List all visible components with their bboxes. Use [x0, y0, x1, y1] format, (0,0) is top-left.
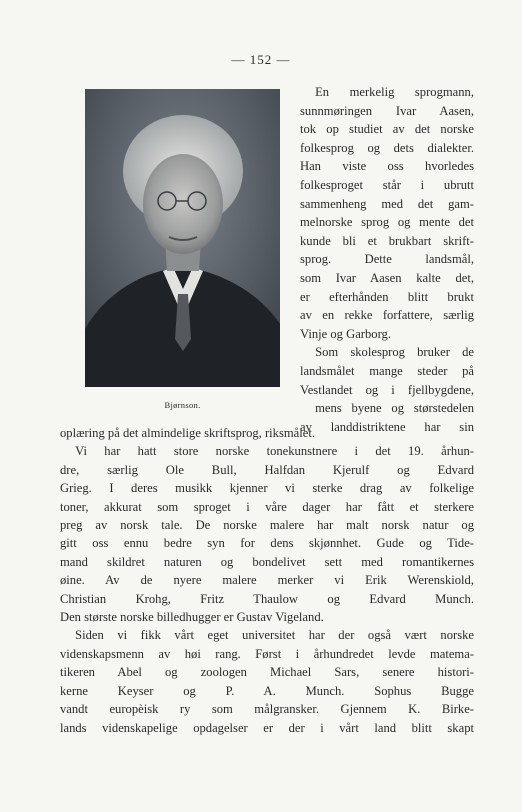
text-line: folkesproget står i ubrutt	[300, 177, 474, 192]
text-line: kunde bli et brukbart skrift-	[300, 233, 474, 248]
text-line: Christian Krohg, Fritz Thaulow og Edvard Munch.	[60, 591, 474, 606]
text-line: av landdistriktene har sin	[300, 419, 474, 434]
text-line: sprog. Dette landsmål,	[300, 252, 474, 267]
text-line: vandt europèisk ry som målgransker. Gjennem K. Birke-	[60, 702, 474, 717]
body-text	[60, 424, 474, 737]
text-line: Han viste oss hvorledes	[300, 159, 474, 174]
text-line: som Ivar Aasen kalte det,	[300, 270, 474, 285]
text-line: folkesprog og dets dialekter.	[300, 140, 474, 155]
page-number: — 152 —	[231, 52, 291, 67]
text-line: videnskapsmenn av høi rang. Først i århundredet levde matema-	[60, 646, 474, 661]
text-line: mand skildret naturen og bondelivet sett med romantikernes	[60, 554, 474, 569]
text-line: tikeren Abel og zoologen Michael Sars, senere histori-	[60, 665, 474, 680]
text-line: Vi har hatt store norske tonekunstnere i det 19. århun-	[75, 444, 474, 459]
text-line: mens byene og størstedelen	[315, 401, 474, 416]
text-line: Siden vi fikk vårt eget universitet har der også vært norske	[75, 628, 474, 643]
bjornson-portrait	[85, 89, 280, 387]
side-column-text	[300, 83, 474, 436]
text-line: melnorske sprog og mente det	[300, 215, 474, 230]
text-line: tok op studiet av det norske	[300, 122, 474, 137]
text-line: toner, akkurat som sproget i våre dager har fått et sterkere	[60, 499, 474, 514]
portrait-caption: Bjørnson.	[164, 400, 201, 410]
text-line: Den største norske billedhugger er Gustav Vigeland.	[60, 610, 324, 625]
text-line: sunnmøringen Ivar Aasen,	[300, 103, 474, 118]
text-line: En merkelig sprogmann,	[315, 85, 474, 99]
text-line: sammenheng med det gam-	[300, 196, 474, 211]
text-line: av en rekke forfattere, særlig	[300, 308, 474, 323]
text-line: dre, særlig Ole Bull, Halfdan Kjerulf og Edvard	[60, 462, 474, 477]
text-line: er efterhånden blitt brukt	[300, 289, 474, 304]
text-line: preg av norsk tale. De norske malere har malt norsk natur og	[60, 518, 474, 533]
text-line: gitt oss ennu bedre syn for dens skjønnhet. Gude og Tide-	[60, 536, 474, 551]
text-line: Grieg. I deres musikk kjenner vi sterke drag av folkelige	[60, 481, 474, 496]
text-line: øine. Av de nyere malere merker vi Erik Werenskiold,	[60, 573, 474, 588]
text-line: Vestlandet og i fjellbygdene,	[300, 382, 474, 397]
text-line: lands videnskapelige opdagelser er der i vårt land blitt skapt	[60, 720, 474, 735]
text-line: kerne Keyser og P. A. Munch. Sophus Bugge	[60, 683, 474, 698]
text-line: landsmålet mange steder på	[300, 363, 474, 378]
text-line: Som skolesprog bruker de	[315, 345, 474, 360]
text-line: oplæring på det almindelige skriftsprog, riksmålet.	[60, 426, 315, 440]
text-line: Vinje og Garborg.	[300, 326, 391, 341]
